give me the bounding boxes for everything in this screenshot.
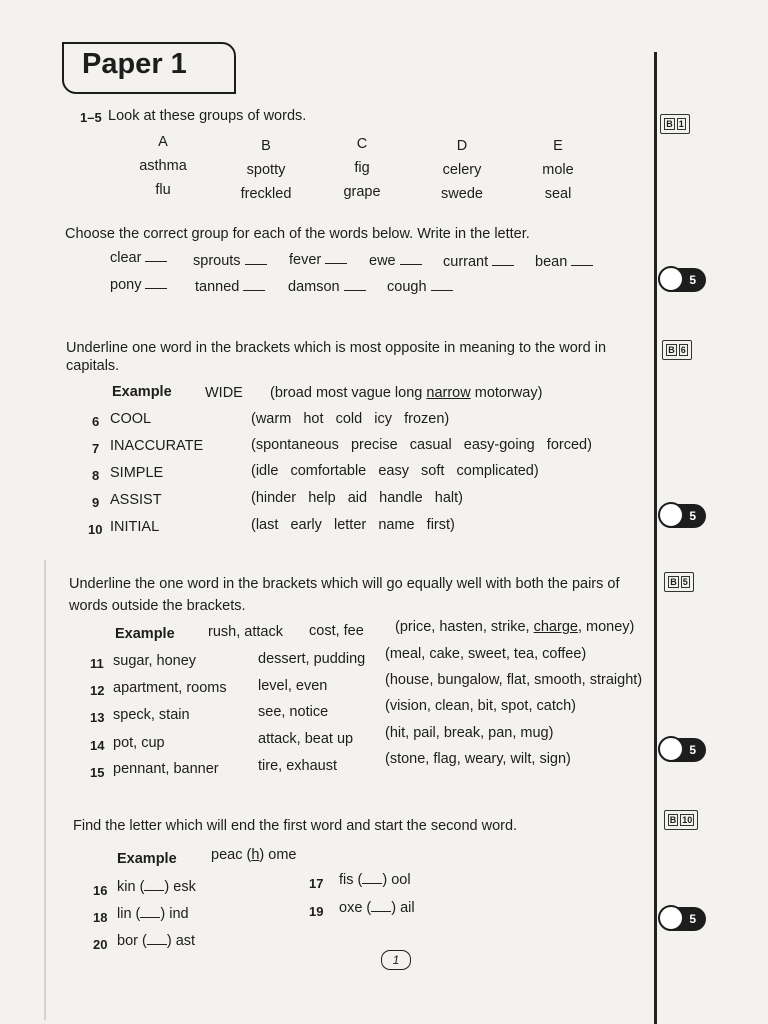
capital-word: SIMPLE — [110, 465, 164, 481]
group-letter: E — [553, 138, 563, 154]
group-letter: B — [261, 138, 271, 154]
answer-item[interactable]: ewe — [369, 253, 422, 269]
margin-rule — [654, 52, 657, 1024]
question-range: 1–5 — [80, 110, 102, 125]
letter-question[interactable]: fis ( ) ool — [339, 872, 411, 888]
book-reference-icon: B 10 — [664, 810, 698, 830]
question-number: 8 — [92, 468, 100, 483]
question-number: 18 — [93, 910, 108, 925]
question-number: 17 — [309, 876, 324, 891]
group-word: celery — [442, 162, 482, 178]
word-pair-2: see, notice — [258, 704, 329, 720]
section3-instruction-line1: Underline the one word in the brackets which will go equally well with both the pairs of — [69, 576, 620, 592]
section4-instruction: Find the letter which will end the first word and start the second word. — [73, 818, 518, 834]
group-a — [118, 134, 208, 198]
page-number: 1 — [381, 950, 411, 970]
paper-title: Paper 1 — [82, 48, 187, 80]
question-number: 15 — [90, 765, 105, 780]
example-pair2: cost, fee — [309, 623, 364, 639]
word-pair-1: sugar, honey — [113, 653, 197, 669]
question-number: 16 — [93, 883, 108, 898]
answer-item[interactable]: sprouts — [193, 253, 267, 269]
example-word: WIDE — [205, 385, 243, 401]
score-badge: 5 — [660, 268, 706, 292]
group-letter: C — [356, 136, 368, 152]
group-word: mole — [542, 162, 574, 178]
question-number: 12 — [90, 683, 105, 698]
capital-word: ASSIST — [110, 492, 162, 508]
letter-question[interactable]: oxe ( ) ail — [339, 900, 415, 916]
answer-item[interactable]: bean — [535, 254, 593, 270]
word-pair-2: dessert, pudding — [258, 651, 366, 667]
section2-instruction-line1: Underline one word in the brackets which is most opposite in meaning to the word in — [66, 340, 607, 356]
group-e — [513, 138, 603, 202]
letter-question[interactable]: bor ( ) ast — [117, 933, 196, 949]
word-pair-2: tire, exhaust — [258, 758, 337, 774]
answer-item[interactable]: cough — [387, 279, 453, 295]
group-word: swede — [441, 186, 483, 202]
answer-item[interactable]: tanned — [195, 279, 265, 295]
question-number: 6 — [92, 414, 100, 429]
section1-instruction: Look at these groups of words. — [108, 108, 307, 124]
word-pair-1: pot, cup — [113, 735, 165, 751]
question-number: 20 — [93, 937, 108, 952]
question-number: 11 — [90, 656, 104, 671]
option-list[interactable]: (stone, flag, weary, wilt, sign) — [385, 751, 571, 767]
section2-instruction-line2: capitals. — [66, 358, 120, 374]
group-word: fig — [354, 160, 370, 176]
example-pair1: rush, attack — [208, 624, 283, 640]
word-pair-2: attack, beat up — [258, 731, 354, 747]
question-number: 14 — [90, 738, 105, 753]
capital-word: INITIAL — [110, 519, 160, 535]
example-words: peac (h) ome — [211, 847, 297, 863]
group-d — [417, 138, 507, 202]
letter-question[interactable]: kin ( ) esk — [117, 879, 196, 895]
answer-item[interactable]: fever — [289, 252, 347, 268]
group-word: flu — [155, 182, 171, 198]
group-b — [221, 138, 311, 202]
answer-item[interactable]: pony — [110, 277, 167, 293]
group-word: spotty — [246, 162, 286, 178]
score-badge: 5 — [660, 907, 706, 931]
example-options: (price, hasten, strike, charge, money) — [395, 619, 635, 635]
paper-title-box — [62, 42, 236, 94]
answer-item[interactable]: damson — [288, 279, 366, 295]
book-reference-icon: B 1 — [660, 114, 690, 134]
capital-word: INACCURATE — [110, 438, 204, 454]
question-number: 13 — [90, 710, 105, 725]
group-c — [317, 136, 407, 200]
question-number: 7 — [92, 441, 100, 456]
capital-word: COOL — [110, 411, 152, 427]
question-number: 9 — [92, 495, 100, 510]
question-number: 10 — [88, 522, 103, 537]
option-list[interactable]: (warm hot cold icy frozen) — [251, 411, 450, 427]
example-label: Example — [112, 384, 172, 400]
option-list[interactable]: (idle comfortable easy soft complicated) — [251, 463, 539, 479]
option-list[interactable]: (vision, clean, bit, spot, catch) — [385, 698, 576, 714]
option-list[interactable]: (spontaneous precise casual easy-going forced) — [251, 437, 592, 453]
group-word: freckled — [240, 186, 292, 202]
group-letter: A — [158, 134, 168, 150]
score-badge: 5 — [660, 738, 706, 762]
letter-question[interactable]: lin ( ) ind — [117, 906, 189, 922]
score-badge: 5 — [660, 504, 706, 528]
group-word: asthma — [139, 158, 187, 174]
word-pair-1: speck, stain — [113, 707, 190, 723]
answer-item[interactable]: currant — [443, 254, 514, 270]
option-list[interactable]: (last early letter name first) — [251, 517, 455, 533]
group-word: grape — [343, 184, 381, 200]
example-label: Example — [117, 851, 177, 867]
page-edge-shadow — [44, 560, 46, 1020]
book-reference-icon: B 5 — [664, 572, 694, 592]
option-list[interactable]: (meal, cake, sweet, tea, coffee) — [385, 646, 587, 662]
group-word: seal — [544, 186, 572, 202]
question-number: 19 — [309, 904, 324, 919]
example-options: (broad most vague long narrow motorway) — [270, 385, 543, 401]
answer-item[interactable]: clear — [110, 250, 167, 266]
word-pair-2: level, even — [258, 678, 328, 694]
book-reference-icon: B 6 — [662, 340, 692, 360]
option-list[interactable]: (hit, pail, break, pan, mug) — [385, 725, 554, 741]
word-pair-1: apartment, rooms — [113, 680, 227, 696]
example-label: Example — [115, 626, 175, 642]
word-pair-1: pennant, banner — [113, 761, 219, 777]
option-list[interactable]: (house, bungalow, flat, smooth, straight) — [385, 672, 643, 688]
option-list[interactable]: (hinder help aid handle halt) — [251, 490, 463, 506]
section3-instruction-line2: words outside the brackets. — [69, 598, 246, 614]
section1-instruction2: Choose the correct group for each of the words below. Write in the letter. — [65, 226, 530, 242]
group-letter: D — [456, 138, 468, 154]
